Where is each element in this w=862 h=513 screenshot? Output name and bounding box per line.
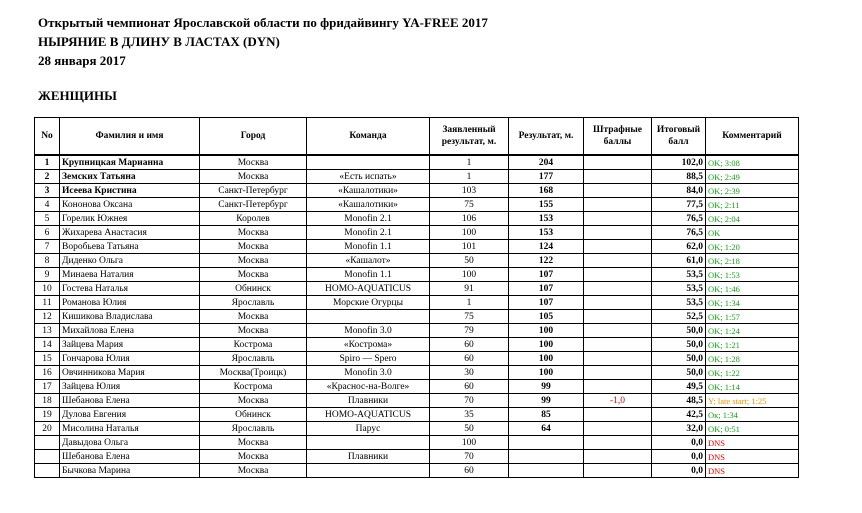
cell-team: Monofin 3.0 [307, 366, 430, 380]
cell-no: 2 [35, 170, 60, 184]
cell-name: Гончарова Юлия [60, 352, 200, 366]
cell-result: 100 [509, 352, 584, 366]
cell-name: Кишикова Владислава [60, 310, 200, 324]
cell-result: 107 [509, 296, 584, 310]
cell-declared: 50 [430, 422, 509, 436]
cell-name: Кононова Оксана [60, 198, 200, 212]
cell-no: 8 [35, 254, 60, 268]
cell-declared: 70 [430, 394, 509, 408]
cell-team: Monofin 1.1 [307, 268, 430, 282]
cell-result: 64 [509, 422, 584, 436]
cell-comment: DNS [706, 450, 799, 464]
cell-result: 153 [509, 226, 584, 240]
event-date: 28 января 2017 [38, 53, 126, 68]
cell-declared: 100 [430, 268, 509, 282]
cell-result: 124 [509, 240, 584, 254]
cell-no: 20 [35, 422, 60, 436]
cell-declared: 79 [430, 324, 509, 338]
cell-declared: 91 [430, 282, 509, 296]
cell-team [307, 436, 430, 450]
cell-final: 77,5 [652, 198, 706, 212]
cell-city: Москва [200, 268, 307, 282]
cell-no: 9 [35, 268, 60, 282]
cell-name: Романова Юлия [60, 296, 200, 310]
cell-declared: 60 [430, 380, 509, 394]
cell-name: Зайцева Мария [60, 338, 200, 352]
cell-team: «Кашалотики» [307, 184, 430, 198]
cell-result: 107 [509, 282, 584, 296]
cell-result: 155 [509, 198, 584, 212]
results-table [34, 117, 799, 478]
cell-result [509, 464, 584, 478]
cell-team: Spiro — Spero [307, 352, 430, 366]
cell-team: «Кострома» [307, 338, 430, 352]
cell-city: Москва [200, 436, 307, 450]
cell-team: «Краснос-на-Волге» [307, 380, 430, 394]
column-header-result: Результат, м. [509, 118, 584, 156]
table-row [35, 282, 799, 296]
cell-team: «Есть испать» [307, 170, 430, 184]
cell-name: Михайлова Елена [60, 324, 200, 338]
cell-result: 85 [509, 408, 584, 422]
cell-city: Москва [200, 464, 307, 478]
cell-city: Кострома [200, 338, 307, 352]
cell-name: Минаева Наталия [60, 268, 200, 282]
cell-team: HOMO-AQUATICUS [307, 408, 430, 422]
cell-final: 50,0 [652, 366, 706, 380]
cell-result: 177 [509, 170, 584, 184]
cell-city: Москва(Троицк) [200, 366, 307, 380]
cell-penalty [584, 240, 652, 254]
cell-city: Москва [200, 254, 307, 268]
cell-declared: 100 [430, 226, 509, 240]
cell-city: Москва [200, 240, 307, 254]
cell-result: 168 [509, 184, 584, 198]
cell-team: Парус [307, 422, 430, 436]
cell-no: 16 [35, 366, 60, 380]
cell-final: 88,5 [652, 170, 706, 184]
cell-city: Королев [200, 212, 307, 226]
cell-final: 50,0 [652, 324, 706, 338]
cell-penalty [584, 464, 652, 478]
cell-no: 17 [35, 380, 60, 394]
cell-name: Диденко Ольга [60, 254, 200, 268]
cell-comment: OK; 2:18 [706, 254, 799, 268]
cell-name: Бычкова Марина [60, 464, 200, 478]
cell-city: Ярославль [200, 352, 307, 366]
cell-final: 102,0 [652, 155, 706, 170]
cell-team: HOMO-AQUATICUS [307, 282, 430, 296]
cell-result [509, 436, 584, 450]
cell-team: Monofin 3.0 [307, 324, 430, 338]
cell-penalty [584, 184, 652, 198]
cell-penalty [584, 170, 652, 184]
cell-result [509, 450, 584, 464]
cell-comment: Y; late start; 1:25 [706, 394, 799, 408]
cell-name: Горелик Южнея [60, 212, 200, 226]
cell-no: 1 [35, 155, 60, 170]
cell-city: Москва [200, 324, 307, 338]
cell-team: Monofin 1.1 [307, 240, 430, 254]
cell-final: 0,0 [652, 450, 706, 464]
cell-comment: OK; 1:57 [706, 310, 799, 324]
cell-city: Санкт-Петербург [200, 198, 307, 212]
cell-penalty [584, 226, 652, 240]
cell-penalty [584, 155, 652, 170]
cell-city: Москва [200, 170, 307, 184]
cell-no: 18 [35, 394, 60, 408]
cell-declared: 103 [430, 184, 509, 198]
table-row [35, 155, 799, 170]
cell-name: Дулова Евгения [60, 408, 200, 422]
cell-team: Морские Огурцы [307, 296, 430, 310]
cell-no: 14 [35, 338, 60, 352]
discipline-title: НЫРЯНИЕ В ДЛИНУ В ЛАСТАХ (DYN) [38, 34, 280, 49]
cell-result: 107 [509, 268, 584, 282]
cell-no: 7 [35, 240, 60, 254]
cell-penalty [584, 282, 652, 296]
cell-final: 53,5 [652, 268, 706, 282]
cell-result: 204 [509, 155, 584, 170]
cell-name: Давыдова Ольга [60, 436, 200, 450]
table-row [35, 240, 799, 254]
cell-declared: 60 [430, 352, 509, 366]
cell-declared: 30 [430, 366, 509, 380]
cell-city: Москва [200, 450, 307, 464]
cell-result: 153 [509, 212, 584, 226]
table-row [35, 310, 799, 324]
cell-final: 53,5 [652, 282, 706, 296]
column-header-team: Команда [307, 118, 430, 156]
cell-team: Плавники [307, 450, 430, 464]
cell-penalty [584, 254, 652, 268]
cell-declared: 75 [430, 198, 509, 212]
cell-comment: OK; 1:28 [706, 352, 799, 366]
cell-result: 100 [509, 324, 584, 338]
column-header-no: No [35, 118, 60, 156]
cell-name: Жихарева Анастасия [60, 226, 200, 240]
cell-no [35, 436, 60, 450]
cell-result: 105 [509, 310, 584, 324]
cell-no [35, 464, 60, 478]
cell-city: Обнинск [200, 282, 307, 296]
cell-penalty [584, 366, 652, 380]
cell-declared: 35 [430, 408, 509, 422]
cell-name: Воробьева Татьяна [60, 240, 200, 254]
cell-penalty [584, 198, 652, 212]
cell-team [307, 310, 430, 324]
cell-comment: OK [706, 226, 799, 240]
cell-name: Зайцева Юлия [60, 380, 200, 394]
table-row [35, 380, 799, 394]
cell-declared: 75 [430, 310, 509, 324]
cell-final: 42,5 [652, 408, 706, 422]
cell-no: 11 [35, 296, 60, 310]
cell-team: «Кашалот» [307, 254, 430, 268]
cell-declared: 1 [430, 296, 509, 310]
table-row [35, 324, 799, 338]
table-row [35, 450, 799, 464]
cell-penalty [584, 310, 652, 324]
cell-declared: 100 [430, 436, 509, 450]
cell-name: Мисолина Наталья [60, 422, 200, 436]
cell-comment: OK; 1:14 [706, 380, 799, 394]
cell-comment: DNS [706, 436, 799, 450]
table-row [35, 394, 799, 408]
cell-final: 62,0 [652, 240, 706, 254]
cell-no: 15 [35, 352, 60, 366]
cell-no: 3 [35, 184, 60, 198]
cell-comment: OK; 2:49 [706, 170, 799, 184]
cell-city: Москва [200, 310, 307, 324]
table-row [35, 352, 799, 366]
cell-comment: OK; 2:11 [706, 198, 799, 212]
cell-comment: OK; 1:20 [706, 240, 799, 254]
section-heading: ЖЕНЩИНЫ [38, 88, 117, 103]
table-header-row [35, 118, 799, 156]
cell-final: 84,0 [652, 184, 706, 198]
cell-penalty [584, 296, 652, 310]
cell-declared: 60 [430, 464, 509, 478]
cell-no: 6 [35, 226, 60, 240]
cell-no: 10 [35, 282, 60, 296]
cell-no: 4 [35, 198, 60, 212]
cell-result: 122 [509, 254, 584, 268]
column-header-city: Город [200, 118, 307, 156]
cell-result: 100 [509, 366, 584, 380]
cell-penalty [584, 268, 652, 282]
cell-result: 99 [509, 394, 584, 408]
cell-final: 53,5 [652, 296, 706, 310]
cell-result: 99 [509, 380, 584, 394]
cell-comment: DNS [706, 464, 799, 478]
table-row [35, 212, 799, 226]
cell-team [307, 464, 430, 478]
cell-no: 19 [35, 408, 60, 422]
cell-final: 50,0 [652, 352, 706, 366]
table-row [35, 408, 799, 422]
table-row [35, 184, 799, 198]
table-row [35, 296, 799, 310]
cell-final: 49,5 [652, 380, 706, 394]
cell-declared: 50 [430, 254, 509, 268]
cell-final: 50,0 [652, 338, 706, 352]
table-row [35, 338, 799, 352]
cell-final: 48,5 [652, 394, 706, 408]
cell-city: Москва [200, 226, 307, 240]
cell-no [35, 450, 60, 464]
cell-final: 0,0 [652, 436, 706, 450]
cell-declared: 106 [430, 212, 509, 226]
cell-name: Шебанова Елена [60, 394, 200, 408]
column-header-comment: Комментарий [706, 118, 799, 156]
cell-comment: OK; 1:24 [706, 324, 799, 338]
cell-no: 13 [35, 324, 60, 338]
cell-name: Земских Татьяна [60, 170, 200, 184]
cell-name: Гостева Наталья [60, 282, 200, 296]
cell-team: Плавники [307, 394, 430, 408]
column-header-declared: Заявленный результат, м. [430, 118, 509, 156]
cell-penalty [584, 380, 652, 394]
cell-final: 0,0 [652, 464, 706, 478]
cell-name: Исеева Кристина [60, 184, 200, 198]
cell-name: Шебанова Елена [60, 450, 200, 464]
cell-comment: OK; 1:46 [706, 282, 799, 296]
cell-penalty: -1,0 [584, 394, 652, 408]
table-row [35, 464, 799, 478]
cell-city: Санкт-Петербург [200, 184, 307, 198]
table-row [35, 366, 799, 380]
cell-comment: OK; 2:04 [706, 212, 799, 226]
cell-comment: Ок; 1:34 [706, 408, 799, 422]
table-row [35, 170, 799, 184]
cell-city: Кострома [200, 380, 307, 394]
cell-city: Москва [200, 155, 307, 170]
cell-team: «Кашалотики» [307, 198, 430, 212]
table-row [35, 226, 799, 240]
cell-name: Крупницкая Марианна [60, 155, 200, 170]
table-row [35, 198, 799, 212]
cell-city: Обнинск [200, 408, 307, 422]
table-row [35, 422, 799, 436]
cell-penalty [584, 436, 652, 450]
cell-team: Monofin 2.1 [307, 226, 430, 240]
cell-penalty [584, 408, 652, 422]
cell-no: 12 [35, 310, 60, 324]
cell-city: Ярославль [200, 296, 307, 310]
document-title: Открытый чемпионат Ярославской области по фридайвингу YA-FREE 2017 [38, 15, 488, 30]
cell-declared: 1 [430, 155, 509, 170]
cell-comment: OK; 1:34 [706, 296, 799, 310]
cell-declared: 1 [430, 170, 509, 184]
cell-comment: OK; 1:22 [706, 366, 799, 380]
cell-declared: 70 [430, 450, 509, 464]
cell-team [307, 155, 430, 170]
cell-penalty [584, 450, 652, 464]
cell-final: 52,5 [652, 310, 706, 324]
column-header-final: Итоговый балл [652, 118, 706, 156]
cell-final: 76,5 [652, 226, 706, 240]
cell-penalty [584, 422, 652, 436]
cell-comment: OK; 2:39 [706, 184, 799, 198]
cell-penalty [584, 338, 652, 352]
cell-penalty [584, 324, 652, 338]
cell-comment: OK; 1:21 [706, 338, 799, 352]
cell-city: Москва [200, 394, 307, 408]
cell-penalty [584, 212, 652, 226]
cell-comment: OK; 0:51 [706, 422, 799, 436]
cell-penalty [584, 352, 652, 366]
cell-final: 61,0 [652, 254, 706, 268]
cell-declared: 101 [430, 240, 509, 254]
cell-comment: OK; 1:53 [706, 268, 799, 282]
cell-result: 100 [509, 338, 584, 352]
cell-comment: OK; 3:08 [706, 155, 799, 170]
table-row [35, 268, 799, 282]
cell-no: 5 [35, 212, 60, 226]
table-row [35, 254, 799, 268]
cell-team: Monofin 2.1 [307, 212, 430, 226]
cell-declared: 60 [430, 338, 509, 352]
column-header-penalty: Штрафные баллы [584, 118, 652, 156]
cell-final: 76,5 [652, 212, 706, 226]
column-header-name: Фамилия и имя [60, 118, 200, 156]
table-row [35, 436, 799, 450]
cell-final: 32,0 [652, 422, 706, 436]
cell-name: Овчинникова Мария [60, 366, 200, 380]
cell-city: Ярославль [200, 422, 307, 436]
